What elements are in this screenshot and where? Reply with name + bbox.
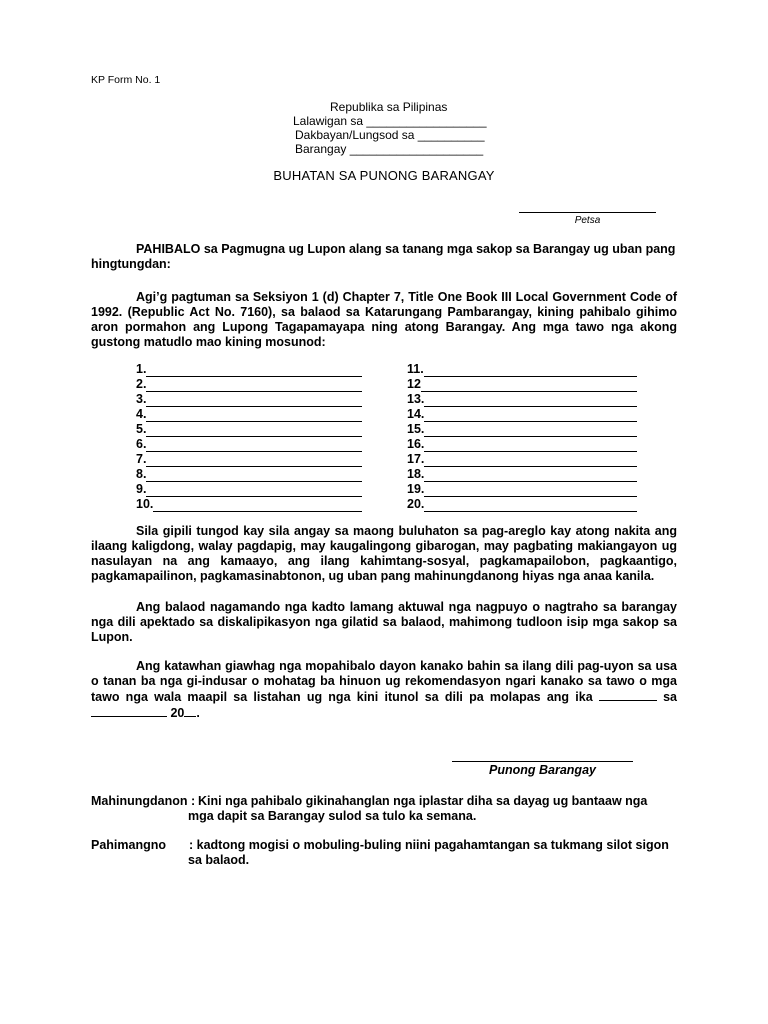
nominee-row (136, 467, 362, 482)
warning-note (91, 838, 691, 870)
nominee-row (136, 437, 362, 452)
nominee-name-line[interactable] (424, 454, 637, 467)
nominee-number: 2. (136, 377, 147, 391)
nominee-number: 18. (407, 467, 425, 481)
nominee-name-line[interactable] (146, 484, 362, 497)
paragraph-objection (91, 659, 677, 721)
date-label: Petsa (574, 215, 601, 226)
date-blank-line (519, 212, 656, 213)
office-title: BUHATAN SA PUNONG BARANGAY (273, 168, 495, 183)
nominee-row (136, 452, 362, 467)
nominee-row (407, 362, 637, 377)
nominee-name-line[interactable] (424, 469, 637, 482)
nominee-number: 19. (407, 482, 425, 496)
nominee-row (136, 497, 362, 512)
warning-label: Pahimangno (91, 838, 167, 852)
paragraph-law: Ang balaod nagamando nga kadto lamang aktuwal nga nagpuyo o nagtraho sa barangay nga dili apektado sa diskalipikasyon nga gilatid sa balaod, mahimong tudloon isip mga sakop sa Lupon. (91, 600, 677, 644)
nominee-row (407, 497, 637, 512)
header-barangay: Barangay ____________________ (295, 142, 484, 156)
header-city: Dakbayan/Lungsod sa __________ (295, 128, 485, 142)
nominee-name-line[interactable] (153, 499, 362, 512)
nominee-row (407, 452, 637, 467)
nominee-name-line[interactable] (424, 484, 637, 497)
nominee-number: 8. (136, 467, 147, 481)
form-number: KP Form No. 1 (91, 74, 161, 86)
header-republic: Republika sa Pilipinas (330, 100, 448, 114)
objection-sa: sa (663, 690, 677, 704)
nominee-number: 20. (407, 497, 425, 511)
important-line-1: Kini nga pahibalo gikinahanglan nga iplastar diha sa dayag ug bantaaw nga (198, 794, 648, 808)
nominee-number: 13. (407, 392, 425, 406)
nominee-row (407, 482, 637, 497)
month-blank (91, 705, 167, 717)
warning-line-2: sa balaod. (188, 853, 250, 867)
nominee-row (407, 377, 637, 392)
nominee-row (136, 392, 362, 407)
nominee-list-right (407, 362, 637, 512)
nominee-row (407, 467, 637, 482)
warning-line-1: : kadtong mogisi o mobuling-buling niini pagahamtangan sa tukmang silot sigon (189, 838, 669, 852)
nominee-number: 14. (407, 407, 425, 421)
nominee-row (407, 422, 637, 437)
nominee-name-line[interactable] (146, 379, 362, 392)
nominee-row (136, 362, 362, 377)
nominee-name-line[interactable] (146, 394, 362, 407)
nominee-row (136, 482, 362, 497)
important-line-2: mga dapit sa Barangay sulod sa tulo ka semana. (188, 809, 477, 823)
nominee-name-line[interactable] (424, 499, 637, 512)
important-note (91, 794, 691, 826)
important-label: Mahinungdanon : (91, 794, 196, 808)
nominee-name-line[interactable] (146, 469, 362, 482)
nominee-number: 6. (136, 437, 147, 451)
nominee-number: 4. (136, 407, 147, 421)
nominee-number: 10. (136, 497, 154, 511)
year-blank (184, 705, 196, 717)
signature-line (452, 761, 633, 762)
year-prefix: 20 (170, 706, 185, 720)
objection-text: Ang katawhan giawhag nga mopahibalo dayon kanako bahin sa ilang dili pag-uyon sa usa o tanan ba nga gi-indusar o mohatag ba hinuon ug rekomendasyon ngari kanako sa tawo o mga tawo nga wala maapil sa listahan ug nga kini itunol sa dili pa molapas ang ika (91, 659, 677, 704)
signatory-label: Punong Barangay (489, 763, 596, 777)
paragraph-qualities: Sila gipili tungod kay sila angay sa maong buluhaton sa pag-areglo kay atong nakita ang ilaang kaligdong, walay pagdapig, may kaugalingong gibarogan, may pagbating makiangayon ug nasulayan na ang kamaayo, ang ilang kahimtang-sosyal, pagkamapailobon, pagkaantigo, pagkamapailinon, pagkamasinabtonon, ug uban pang mahinungdanong hiyas nga anaa kanila. (91, 524, 677, 583)
nominee-number: 15. (407, 422, 425, 436)
nominee-list-left (136, 362, 362, 512)
nominee-name-line[interactable] (146, 454, 362, 467)
nominee-name-line[interactable] (424, 439, 637, 452)
nominee-number: 16. (407, 437, 425, 451)
nominee-name-line[interactable] (146, 364, 362, 377)
nominee-name-line[interactable] (424, 424, 637, 437)
nominee-row (407, 407, 637, 422)
nominee-name-line[interactable] (146, 409, 362, 422)
nominee-name-line[interactable] (421, 379, 637, 392)
nominee-name-line[interactable] (424, 394, 637, 407)
nominee-number: 1. (136, 362, 147, 376)
header-province: Lalawigan sa __________________ (293, 114, 487, 128)
nominee-number: 9. (136, 482, 147, 496)
notice-heading: PAHIBALO sa Pagmugna ug Lupon alang sa tanang mga sakop sa Barangay ug uban pang hingtungdan: (91, 242, 676, 271)
nominee-row (136, 377, 362, 392)
nominee-row (407, 437, 637, 452)
nominee-row (136, 407, 362, 422)
nominee-name-line[interactable] (146, 424, 362, 437)
nominee-number: 7. (136, 452, 147, 466)
nominee-number: 12 (407, 377, 421, 391)
nominee-row (407, 392, 637, 407)
nominee-name-line[interactable] (146, 439, 362, 452)
nominee-number: 17. (407, 452, 425, 466)
nominee-name-line[interactable] (424, 409, 637, 422)
nominee-row (136, 422, 362, 437)
nominee-name-line[interactable] (424, 364, 637, 377)
objection-end: . (196, 706, 200, 720)
day-blank (599, 689, 657, 701)
nominee-number: 3. (136, 392, 147, 406)
nominee-number: 5. (136, 422, 147, 436)
intro-paragraph: Agi’g pagtuman sa Seksiyon 1 (d) Chapter 7, Title One Book III Local Government Code of 1992. (Republic Act No. 7160), sa balaod sa Katarungang Pambarangay, kining pahibalo gihimo aron pormahon ang Lupong Tagapamayapa ning atong Barangay. Ang mga tawo nga akong gustong matudlo mao kining mosunod: (91, 290, 677, 349)
nominee-number: 11. (407, 362, 424, 376)
